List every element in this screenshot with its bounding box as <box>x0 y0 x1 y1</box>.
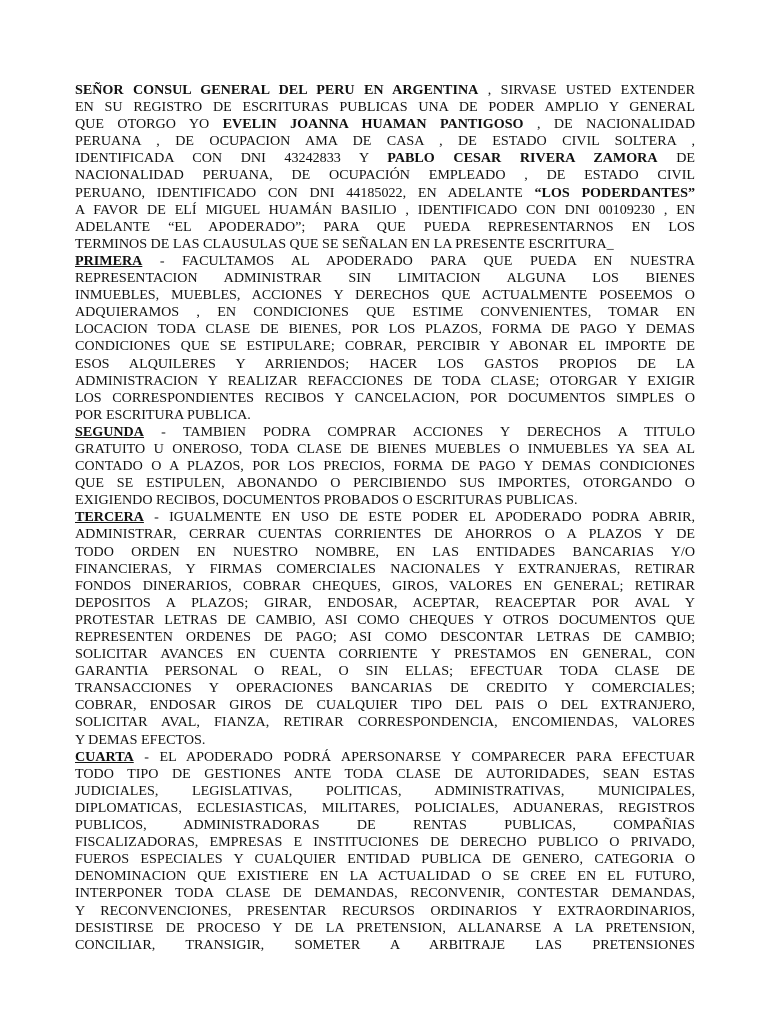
text-line <box>75 82 695 99</box>
clause-cuarta <box>75 749 695 954</box>
text-segment: PERUANO, IDENTIFICADO CON DNI 44185022, EN ADELANTE <box>75 184 535 201</box>
text-segment: NACIONALIDAD PERUANA, DE OCUPACIÓN EMPLEADO , DE ESTADO CIVIL <box>75 167 695 184</box>
text-line <box>75 714 695 731</box>
text-segment: - IGUALMENTE EN USO DE ESTE PODER EL APODERADO PODRA ABRIR, <box>143 509 695 526</box>
text-line <box>75 612 695 629</box>
text-segment: JUDICIALES, LEGISLATIVAS, POLITICAS, ADMINISTRATIVAS, MUNICIPALES, <box>75 782 695 799</box>
text-line <box>75 202 695 219</box>
text-segment: TODO ORDEN EN NUESTRO NOMBRE, EN LAS ENTIDADES BANCARIAS Y/O <box>75 543 695 560</box>
text-line <box>75 646 695 663</box>
text-line <box>75 407 695 424</box>
text-line <box>75 578 695 595</box>
text-line <box>75 544 695 561</box>
text-segment: FISCALIZADORAS, EMPRESAS E INSTITUCIONES DE DERECHO PUBLICO O PRIVADO, <box>75 834 695 851</box>
text-segment: TODO TIPO DE GESTIONES ANTE TODA CLASE DE AUTORIDADES, SEAN ESTAS <box>75 765 695 782</box>
text-line <box>75 287 695 304</box>
bold-text: “LOS PODERDANTES” <box>534 184 695 201</box>
text-segment: TERMINOS DE LAS CLAUSULAS QUE SE SEÑALAN EN LA PRESENTE ESCRITURA_ <box>75 235 614 252</box>
text-segment: REPRESENTACION ADMINISTRAR SIN LIMITACION ALGUNA LOS BIENES <box>75 270 695 287</box>
text-line <box>75 732 695 749</box>
text-segment: EXIGIENDO RECIBOS, DOCUMENTOS PROBADOS O ESCRITURAS PUBLICAS. <box>75 492 578 509</box>
text-segment: ADMINISTRACION Y REALIZAR REFACCIONES DE TODA CLASE; OTORGAR Y EXIGIR <box>75 372 695 389</box>
clause-heading: SEGUNDA <box>75 423 144 440</box>
text-line <box>75 697 695 714</box>
text-line <box>75 868 695 885</box>
text-line <box>75 475 695 492</box>
text-segment: Y RECONVENCIONES, PRESENTAR RECURSOS ORDINARIOS Y EXTRAORDINARIOS, <box>75 902 695 919</box>
clause-primera <box>75 253 695 424</box>
text-segment: INMUEBLES, MUEBLES, ACCIONES Y DERECHOS QUE ACTUALMENTE POSEEMOS O <box>75 287 695 304</box>
intro-paragraph <box>75 82 695 253</box>
text-line <box>75 509 695 526</box>
text-segment: , DE NACIONALIDAD <box>523 116 695 133</box>
text-segment: ESOS ALQUILERES Y ARRIENDOS; HACER LOS GASTOS PROPIOS DE LA <box>75 355 695 372</box>
document-page <box>75 82 695 954</box>
text-segment: DESISTIRSE DE PROCESO Y DE LA PRETENSION, ALLANARSE A LA PRETENSION, <box>75 919 695 936</box>
clause-segunda <box>75 424 695 509</box>
clause-heading: TERCERA <box>75 509 144 526</box>
clause-tercera <box>75 509 695 748</box>
text-line <box>75 321 695 338</box>
text-segment: PERUANA , DE OCUPACION AMA DE CASA , DE ESTADO CIVIL SOLTERA , <box>75 133 695 150</box>
text-segment: LOS CORRESPONDIENTES RECIBOS Y CANCELACION, POR DOCUMENTOS SIMPLES O <box>75 389 695 406</box>
text-line <box>75 492 695 509</box>
text-line <box>75 885 695 902</box>
text-segment: GRATUITO U ONEROSO, TODA CLASE DE BIENES MUEBLES O INMUEBLES YA SEA AL <box>75 440 695 457</box>
text-line <box>75 663 695 680</box>
text-segment: PUBLICOS, ADMINISTRADORAS DE RENTAS PUBLICAS, COMPAÑIAS <box>75 817 695 834</box>
text-segment: ADQUIERAMOS , EN CONDICIONES QUE ESTIME CONVENIENTES, TOMAR EN <box>75 304 695 321</box>
text-segment: IDENTIFICADA CON DNI 43242833 Y <box>75 150 388 167</box>
text-line <box>75 783 695 800</box>
text-line <box>75 99 695 116</box>
text-segment: CONCILIAR, TRANSIGIR, SOMETER A ARBITRAJE LAS PRETENSIONES <box>75 936 695 953</box>
text-segment: A FAVOR DE ELÍ MIGUEL HUAMÁN BASILIO , IDENTIFICADO CON DNI 00109230 , EN <box>75 201 695 218</box>
text-line <box>75 817 695 834</box>
clause-heading: PRIMERA <box>75 252 143 269</box>
text-segment: - TAMBIEN PODRA COMPRAR ACCIONES Y DERECHOS A TITULO <box>143 423 695 440</box>
text-segment: DEPOSITOS A PLAZOS; GIRAR, ENDOSAR, ACEPTAR, REACEPTAR POR AVAL Y <box>75 594 695 611</box>
text-segment: EN SU REGISTRO DE ESCRITURAS PUBLICAS UNA DE PODER AMPLIO Y GENERAL <box>75 99 695 116</box>
text-line <box>75 133 695 150</box>
text-segment: ADELANTE “EL APODERADO”; PARA QUE PUEDA REPRESENTARNOS EN LOS <box>75 218 695 235</box>
text-segment: ADMINISTRAR, CERRAR CUENTAS CORRIENTES DE AHORROS O A PLAZOS Y DE <box>75 526 695 543</box>
text-line <box>75 236 695 253</box>
text-line <box>75 356 695 373</box>
text-segment: REPRESENTEN ORDENES DE PAGO; ASI COMO DESCONTAR LETRAS DE CAMBIO; <box>75 629 695 645</box>
text-line <box>75 680 695 697</box>
text-line <box>75 903 695 920</box>
text-segment: TRANSACCIONES Y OPERACIONES BANCARIAS DE CREDITO Y COMERCIALES; <box>75 680 695 697</box>
text-line <box>75 749 695 766</box>
text-segment: CONDICIONES QUE SE ESTIPULARE; COBRAR, PERCIBIR Y ABONAR EL IMPORTE DE <box>75 338 695 355</box>
text-segment: DE <box>657 150 695 167</box>
text-line <box>75 800 695 817</box>
text-line <box>75 920 695 937</box>
text-segment: , SIRVASE USTED EXTENDER <box>478 82 695 98</box>
text-segment: CONTADO O A PLAZOS, POR LOS PRECIOS, FORMA DE PAGO Y DEMAS CONDICIONES <box>75 458 695 475</box>
text-line <box>75 219 695 236</box>
text-segment: PROTESTAR LETRAS DE CAMBIO, ASI COMO CHEQUES Y OTROS DOCUMENTOS QUE <box>75 611 695 628</box>
text-segment: QUE SE ESTIPULEN, ABONANDO O PERCIBIENDO SUS IMPORTES, OTORGANDO O <box>75 475 695 492</box>
text-segment: SOLICITAR AVAL, FIANZA, RETIRAR CORRESPONDENCIA, ENCOMIENDAS, VALORES <box>75 714 695 731</box>
text-line <box>75 373 695 390</box>
text-line <box>75 116 695 133</box>
text-line <box>75 526 695 543</box>
text-segment: SOLICITAR AVANCES EN CUENTA CORRIENTE Y PRESTAMOS EN GENERAL, CON <box>75 646 695 663</box>
clause-heading: CUARTA <box>75 748 134 765</box>
text-line <box>75 150 695 167</box>
text-line <box>75 937 695 954</box>
text-line <box>75 629 695 646</box>
text-line <box>75 304 695 321</box>
text-line <box>75 441 695 458</box>
text-segment: DIPLOMATICAS, ECLESIASTICAS, MILITARES, POLICIALES, ADUANERAS, REGISTROS <box>75 799 695 816</box>
text-segment: Y DEMAS EFECTOS. <box>75 731 206 748</box>
bold-text: SEÑOR CONSUL GENERAL DEL PERU EN ARGENTINA <box>75 82 479 98</box>
text-line <box>75 766 695 783</box>
text-line <box>75 253 695 270</box>
text-segment: FONDOS DINERARIOS, COBRAR CHEQUES, GIROS, VALORES EN GENERAL; RETIRAR <box>75 577 695 594</box>
text-segment: POR ESCRITURA PUBLICA. <box>75 406 251 423</box>
text-line <box>75 390 695 407</box>
text-segment: - FACULTAMOS AL APODERADO PARA QUE PUEDA EN NUESTRA <box>142 252 695 269</box>
text-line <box>75 834 695 851</box>
text-segment: FINANCIERAS, Y FIRMAS COMERCIALES NACIONALES Y EXTRANJERAS, RETIRAR <box>75 560 695 577</box>
text-line <box>75 458 695 475</box>
text-segment: LOCACION TODA CLASE DE BIENES, POR LOS PLAZOS, FORMA DE PAGO Y DEMAS <box>75 321 695 338</box>
text-line <box>75 338 695 355</box>
text-line <box>75 851 695 868</box>
text-segment: COBRAR, ENDOSAR GIROS DE CUALQUIER TIPO DEL PAIS O DEL EXTRANJERO, <box>75 697 695 714</box>
bold-text: EVELIN JOANNA HUAMAN PANTIGOSO <box>222 116 524 133</box>
text-segment: INTERPONER TODA CLASE DE DEMANDAS, RECONVENIR, CONTESTAR DEMANDAS, <box>75 885 695 902</box>
bold-text: PABLO CESAR RIVERA ZAMORA <box>387 150 658 167</box>
text-segment: QUE OTORGO YO <box>75 116 223 133</box>
text-line <box>75 270 695 287</box>
text-segment: - EL APODERADO PODRÁ APERSONARSE Y COMPARECER PARA EFECTUAR <box>133 748 695 765</box>
text-segment: GARANTIA PERSONAL O REAL, O SIN ELLAS; EFECTUAR TODA CLASE DE <box>75 663 695 680</box>
text-segment: FUEROS ESPECIALES Y CUALQUIER ENTIDAD PUBLICA DE GENERO, CATEGORIA O <box>75 851 695 868</box>
text-line <box>75 595 695 612</box>
text-line <box>75 561 695 578</box>
text-line <box>75 424 695 441</box>
text-line <box>75 167 695 184</box>
text-line <box>75 185 695 202</box>
text-segment: DENOMINACION QUE EXISTIERE EN LA ACTUALIDAD O SE CREE EN EL FUTURO, <box>75 868 695 885</box>
